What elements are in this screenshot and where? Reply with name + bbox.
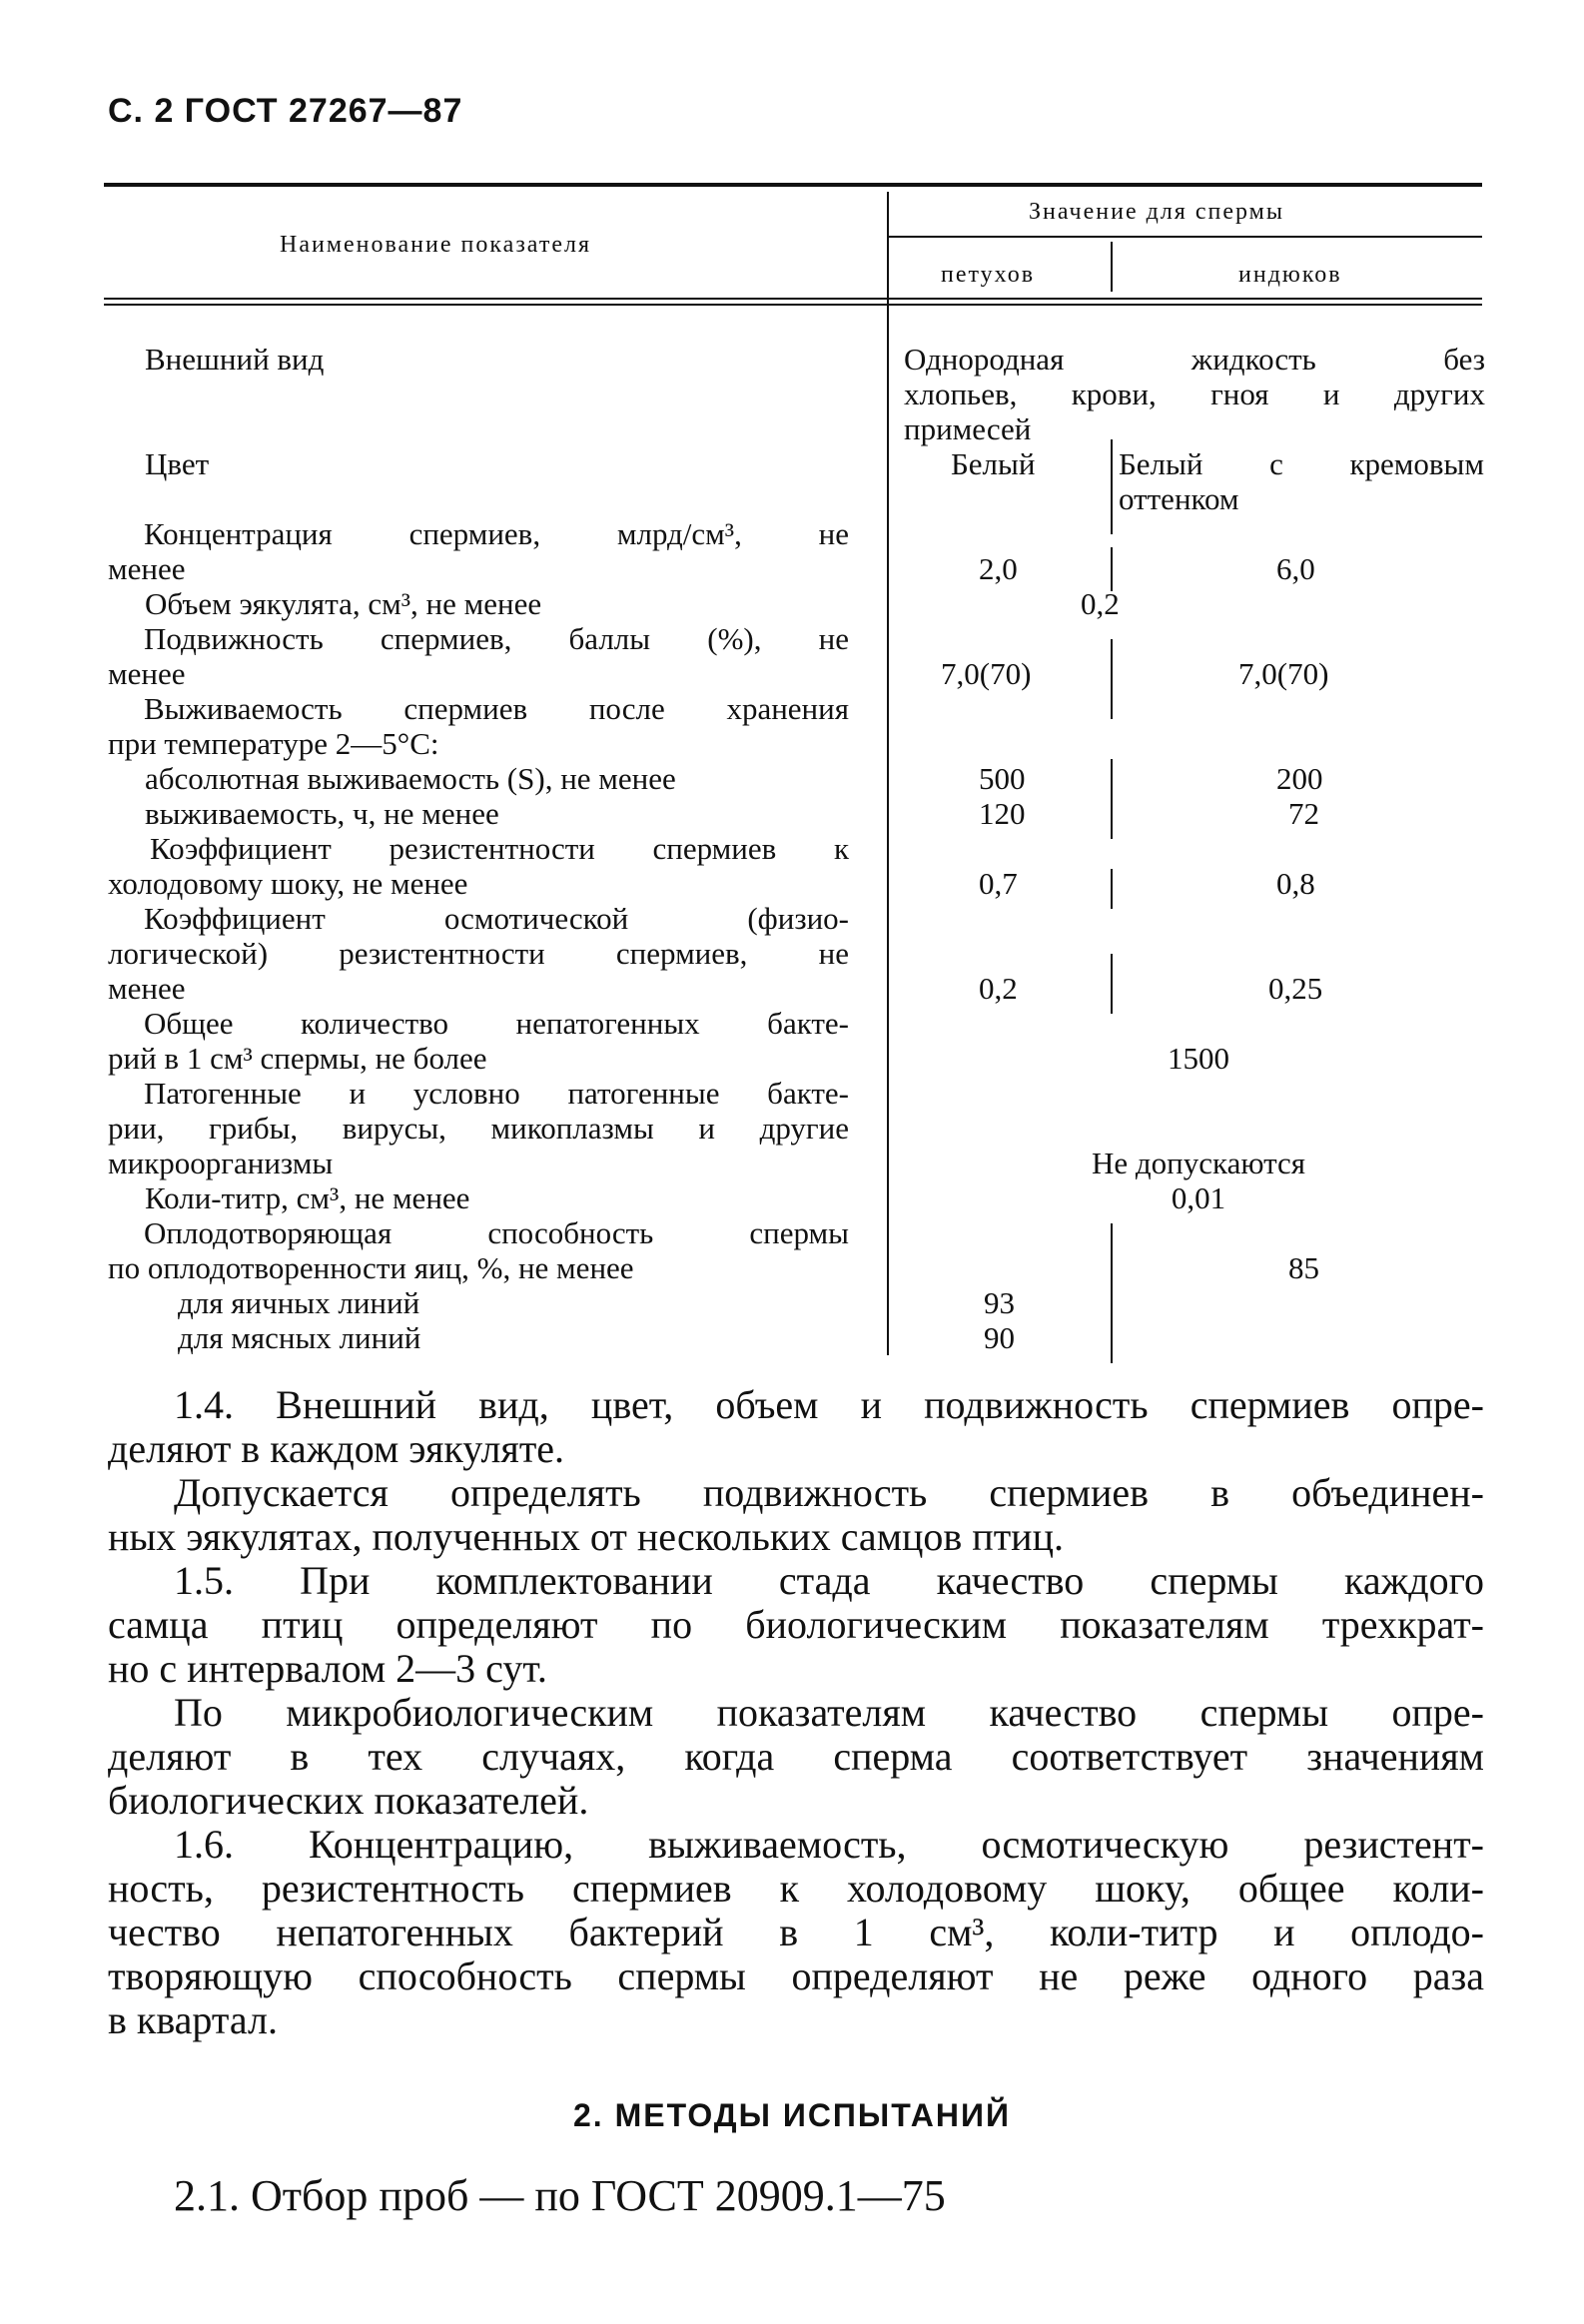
- fertilizing-line: по оплодотворенности яиц, %, не менее: [108, 1250, 634, 1285]
- paragraph-line: в квартал.: [108, 1997, 278, 2042]
- row-color-roosters: Белый: [951, 446, 1036, 481]
- motility-name-line: Подвижность спермиев, баллы (%), не: [144, 621, 849, 656]
- row-pathogens-common: Не допускаются: [1091, 1146, 1306, 1180]
- col-seg-survival: [1111, 759, 1113, 839]
- paragraph-line: 1.5. При комплектовании стада качество спермы каждого: [174, 1558, 1484, 1603]
- osmotic-line: логической) резистентности спермиев, не: [108, 936, 849, 971]
- row-bacteria-common: 1500: [1168, 1041, 1229, 1076]
- row-motility-name: [108, 621, 849, 691]
- row-cold-shock-roosters: 0,7: [979, 866, 1018, 901]
- row-coli-titer-name: Коли-титр, см³, не менее: [145, 1180, 470, 1215]
- table-top-rule: [104, 183, 1482, 187]
- row-concentration-name: [108, 516, 849, 586]
- cold-shock-line: холодовому шоку, не менее: [108, 866, 468, 901]
- paragraph-line: ных эякулятах, полученных от нескольких самцов птиц.: [108, 1514, 1064, 1559]
- fertilizing-line: Оплодотворяющая способность спермы: [144, 1215, 849, 1250]
- paragraph-line: биологических показателей.: [108, 1778, 589, 1823]
- page-header: С. 2 ГОСТ 27267—87: [108, 92, 463, 130]
- row-meat-lines-roosters: 90: [984, 1320, 1015, 1355]
- row-fertilizing-turkeys: 85: [1288, 1250, 1319, 1285]
- col-seg-fertilizing: [1111, 1223, 1113, 1363]
- row-cold-shock-turkeys: 0,8: [1276, 866, 1315, 901]
- section-title: 2. МЕТОДЫ ИСПЫТАНИЙ: [573, 2097, 1011, 2133]
- row-egg-lines-roosters: 93: [984, 1285, 1015, 1320]
- col-seg-concentration: [1111, 547, 1113, 591]
- row-survival-hours-turkeys: 72: [1288, 796, 1319, 831]
- header-turkeys: индюков: [1238, 262, 1342, 288]
- col-seg-motility: [1111, 639, 1113, 719]
- row-fertilizing-name: [108, 1215, 849, 1285]
- col-seg-osmotic: [1111, 954, 1113, 1014]
- row-cold-shock-name: [108, 831, 849, 901]
- row-egg-lines-name: для яичных линий: [178, 1285, 420, 1320]
- row-appearance-value: [904, 342, 1485, 446]
- pathogens-line: Патогенные и условно патогенные бакте-: [144, 1076, 849, 1111]
- row-appearance-name: Внешний вид: [145, 342, 325, 377]
- paragraph-line: творяющую способность спермы определяют не реже одного раза: [108, 1953, 1484, 1998]
- paragraph-line: но с интервалом 2—3 сут.: [108, 1646, 547, 1691]
- row-color-turkeys: [1119, 446, 1484, 516]
- row-color-name: Цвет: [145, 446, 210, 481]
- paragraph-1-6: [108, 1823, 1484, 2042]
- row-absolute-survival-turkeys: 200: [1276, 761, 1323, 796]
- pathogens-line: рии, грибы, вирусы, микоплазмы и другие: [108, 1111, 849, 1146]
- row-pathogens-name: [108, 1076, 849, 1180]
- table-subheader-divider: [1111, 242, 1113, 292]
- row-meat-lines-name: для мясных линий: [178, 1320, 421, 1355]
- row-absolute-survival-name: абсолютная выживаемость (S), не менее: [145, 761, 676, 796]
- row-osmotic-turkeys: 0,25: [1268, 971, 1323, 1006]
- appearance-value-line: хлопьев, крови, гноя и других: [904, 377, 1485, 411]
- row-concentration-roosters: 2,0: [979, 551, 1018, 586]
- osmotic-line: Коэффициент осмотической (физио-: [144, 901, 849, 936]
- table-col-divider: [887, 192, 889, 1355]
- row-osmotic-roosters: 0,2: [979, 971, 1018, 1006]
- paragraph-line: Допускается определять подвижность спермиев в объединен-: [174, 1470, 1484, 1515]
- paragraph-1-5b: [108, 1691, 1484, 1823]
- header-name: Наименование показателя: [280, 232, 591, 258]
- row-survival-hours-roosters: 120: [979, 796, 1026, 831]
- concentration-name-line: менее: [108, 551, 186, 586]
- osmotic-line: менее: [108, 971, 186, 1006]
- paragraph-line: 1.6. Концентрацию, выживаемость, осмотическую резистент-: [174, 1822, 1484, 1867]
- survival-group-line: при температуре 2—5°С:: [108, 726, 439, 761]
- row-volume-common: 0,2: [1081, 586, 1120, 621]
- header-value-group: Значение для спермы: [1029, 199, 1284, 225]
- table-subheader-rule: [887, 236, 1482, 238]
- col-seg-color: [1111, 439, 1113, 534]
- row-coli-titer-common: 0,01: [1171, 1180, 1226, 1215]
- row-absolute-survival-roosters: 500: [979, 761, 1026, 796]
- survival-group-line: Выживаемость спермиев после хранения: [144, 691, 849, 726]
- paragraph-1-5: [108, 1559, 1484, 1691]
- row-concentration-turkeys: 6,0: [1276, 551, 1315, 586]
- row-motility-roosters: 7,0(70): [941, 656, 1032, 691]
- table-header-bottom-rule-2: [104, 304, 1482, 306]
- paragraph-line: деляют в тех случаях, когда сперма соответствует значениям: [108, 1734, 1484, 1779]
- paragraph-line: ность, резистентность спермиев к холодовому шоку, общее коли-: [108, 1866, 1484, 1911]
- row-survival-group-name: [108, 691, 849, 761]
- header-roosters: петухов: [941, 262, 1036, 288]
- appearance-value-line: Однородная жидкость без: [904, 342, 1485, 377]
- row-survival-hours-name: выживаемость, ч, не менее: [145, 796, 499, 831]
- row-osmotic-name: [108, 901, 849, 1006]
- row-bacteria-name: [108, 1006, 849, 1076]
- table-header-bottom-rule: [104, 298, 1482, 300]
- concentration-name-line: Концентрация спермиев, млрд/см³, не: [144, 516, 849, 551]
- paragraph-line: По микробиологическим показателям качество спермы опре-: [174, 1690, 1484, 1735]
- cold-shock-line: Коэффициент резистентности спермиев к: [150, 831, 849, 866]
- appearance-value-line: примесей: [904, 411, 1032, 446]
- bacteria-line: Общее количество непатогенных бакте-: [144, 1006, 849, 1041]
- bacteria-line: рий в 1 см³ спермы, не более: [108, 1041, 487, 1076]
- row-volume-name: Объем эякулята, см³, не менее: [145, 586, 542, 621]
- col-seg-coldshock: [1111, 869, 1113, 909]
- paragraph-line: чество непатогенных бактерий в 1 см³, коли-титр и оплодо-: [108, 1910, 1484, 1954]
- color-turkeys-line: оттенком: [1119, 481, 1239, 516]
- color-turkeys-line: Белый с кремовым: [1119, 446, 1484, 481]
- row-motility-turkeys: 7,0(70): [1238, 656, 1329, 691]
- motility-name-line: менее: [108, 656, 186, 691]
- paragraph-line: деляют в каждом эякуляте.: [108, 1426, 565, 1471]
- paragraph-2-1: 2.1. Отбор проб — по ГОСТ 20909.1—75: [174, 2171, 946, 2220]
- paragraph-line: 1.4. Внешний вид, цвет, объем и подвижность спермиев опре-: [174, 1382, 1484, 1427]
- paragraph-1-4b: [108, 1471, 1484, 1559]
- paragraph-1-4: [108, 1383, 1484, 1471]
- pathogens-line: микроорганизмы: [108, 1146, 334, 1180]
- paragraph-line: самца птиц определяют по биологическим показателям трехкрат-: [108, 1602, 1484, 1647]
